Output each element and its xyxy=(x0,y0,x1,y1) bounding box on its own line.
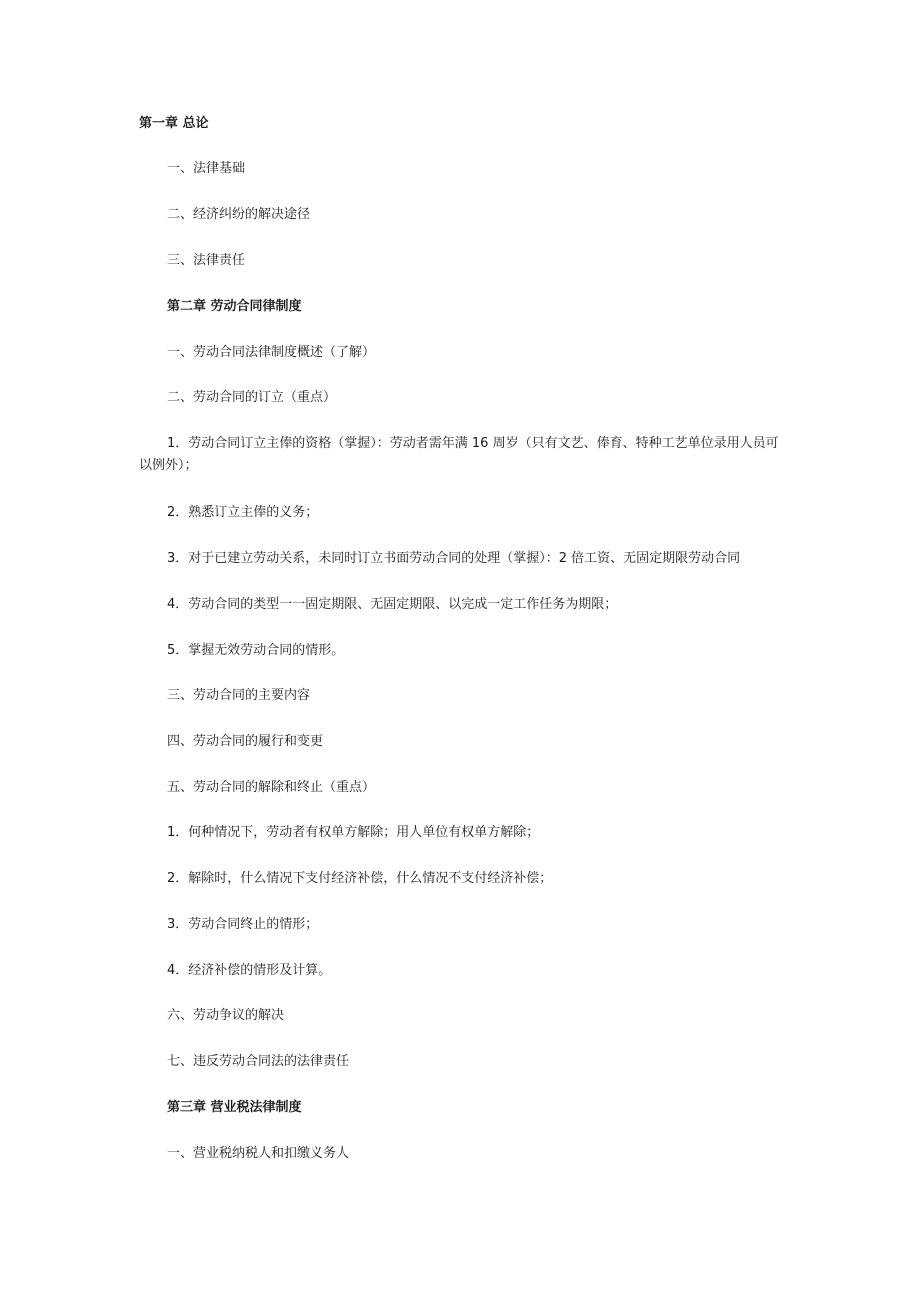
chapter-2-item-13: 3．劳动合同终止的情形； xyxy=(167,917,319,932)
chapter-2-item-1: 一、劳动合同法律制度概述（了解） xyxy=(167,345,376,360)
chapter-3-item-1: 一、营业税纳税人和扣缴义务人 xyxy=(167,1146,350,1161)
chapter-1-item-3: 三、法律责任 xyxy=(167,253,246,268)
chapter-2-item-4: 2．熟悉订立主俸的义务； xyxy=(167,505,319,520)
chapter-2-item-8: 三、劳动合同的主要内容 xyxy=(167,688,311,703)
chapter-2-title: 第二章 劳动合同律制度 xyxy=(167,299,302,314)
chapter-1-item-1: 一、法律基础 xyxy=(167,161,246,176)
chapter-2-item-2: 二、劳动合同的订立（重点） xyxy=(167,390,337,405)
chapter-2-item-12: 2．解除时，什么情况下支付经济补偿，什么情况不支付经济补偿； xyxy=(167,871,553,886)
chapter-1-item-2: 二、经济纠纷的解决途径 xyxy=(167,207,311,222)
chapter-2-item-5: 3．对于已建立劳动关系，未同时订立书面劳动合同的处理（掌握）：2 倍工资、无固定期限劳动合同 xyxy=(167,551,741,566)
chapter-1-title: 第一章 总论 xyxy=(139,116,209,131)
chapter-2-item-9: 四、劳动合同的履行和变更 xyxy=(167,734,324,749)
chapter-3-title: 第三章 营业税法律制度 xyxy=(167,1100,302,1115)
chapter-2-item-6: 4．劳动合同的类型一一固定期限、无固定期限、以完成一定工作任务为期限； xyxy=(167,597,618,612)
chapter-2-item-7: 5．掌握无效劳动合同的情形。 xyxy=(167,643,345,658)
chapter-2-item-10: 五、劳动合同的解除和终止（重点） xyxy=(167,780,376,795)
chapter-2-item-16: 七、违反劳动合同法的法律责任 xyxy=(167,1054,350,1069)
chapter-2-item-14: 4．经济补偿的情形及计算。 xyxy=(167,963,332,978)
chapter-2-item-15: 六、劳动争议的解决 xyxy=(167,1008,285,1023)
chapter-2-item-11: 1．何种情况下，劳动者有权单方解除；用人单位有权单方解除； xyxy=(167,825,540,840)
chapter-2-item-3: 1．劳动合同订立主俸的资格（掌握）：劳动者需年满 16 周岁（只有文艺、俸育、特种工艺单位录用人员可以例外）； xyxy=(139,436,779,473)
